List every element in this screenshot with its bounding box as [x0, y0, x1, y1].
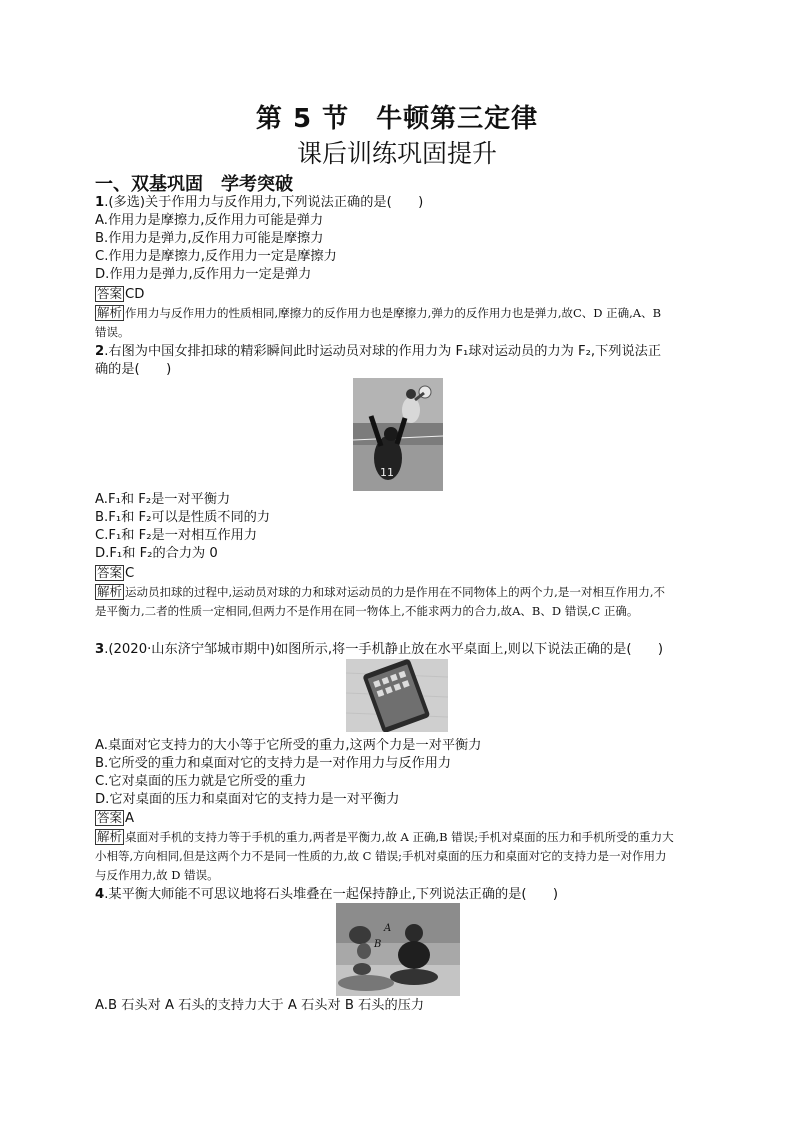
page-subtitle: 课后训练巩固提升 — [296, 139, 497, 168]
question-1-answer: 答案 CD — [97, 286, 145, 302]
question-1-analysis: 解析 作用力与反作用力的性质相同,摩擦力的反作用力也是摩擦力,弹力的反作用力也是弹力,故C、D 正确,A、B 错误。 — [95, 305, 662, 339]
question-3-option-d: D.它对桌面的压力和桌面对它的支持力是一对平衡力 — [95, 792, 400, 807]
question-2-analysis: 解析 运动员扣球的过程中,运动员对球的力和球对运动员的力是作用在不同物体上的两个力,是一对相互作用力,不是平衡力,二者的性质一定相同,但两力不是作用在同一物体上,不能求两力的合力,故A、B、D 错误,C 正确。 — [95, 584, 665, 618]
svg-text:11: 11 — [380, 466, 394, 479]
analysis-tag: 解析 — [97, 584, 123, 599]
question-4-option-a: A.B 石头对 A 石头的支持力大于 A 石头对 B 石头的压力 — [95, 998, 425, 1013]
question-2-stem-continued: 确的是( ) — [95, 362, 172, 377]
answer-tag: 答案 — [97, 286, 123, 301]
question-1-option-c: C.作用力是摩擦力,反作用力一定是摩擦力 — [95, 249, 337, 264]
question-3-option-a: A.桌面对它支持力的大小等于它所受的重力,这两个力是一对平衡力 — [95, 738, 482, 753]
question-4-stem: 4.某平衡大师能不可思议地将石头堆叠在一起保持静止,下列说法正确的是( ) — [95, 887, 559, 902]
question-3-option-c: C.它对桌面的压力就是它所受的重力 — [95, 774, 307, 789]
answer-tag: 答案 — [97, 565, 123, 580]
answer-tag: 答案 — [97, 810, 123, 825]
question-2-option-a: A.F₁和 F₂是一对平衡力 — [95, 492, 231, 507]
question-2-answer: 答案 C — [97, 565, 135, 581]
analysis-tag: 解析 — [97, 829, 123, 844]
question-2-option-c: C.F₁和 F₂是一对相互作用力 — [95, 528, 258, 543]
question-1-option-b: B.作用力是弹力,反作用力可能是摩擦力 — [95, 231, 324, 246]
stone-balancing-photo — [336, 903, 460, 996]
question-1-option-d: D.作用力是弹力,反作用力一定是弹力 — [95, 267, 312, 282]
question-3-analysis: 解析 桌面对手机的支持力等于手机的重力,两者是平衡力,故 A 正确,B 错误;手机对桌面的压力和手机所受的重力大小相等,方向相同,但是这两个力不是同一性质的力,故 C 错误;手机对桌面的压力和桌面对它的支持力是一对作用力与反作用力,故 D 错误。 — [95, 829, 674, 882]
phone-on-table-photo — [346, 659, 448, 732]
question-3-option-b: B.它所受的重力和桌面对它的支持力是一对作用力与反作用力 — [95, 756, 452, 771]
question-3-answer: 答案 A — [97, 810, 135, 826]
analysis-tag: 解析 — [97, 305, 123, 320]
volleyball-photo — [353, 378, 443, 491]
section-heading: 一、双基巩固 学考突破 — [95, 174, 293, 195]
question-1-stem: 1.(多选)关于作用力与反作用力,下列说法正确的是( ) — [95, 195, 424, 210]
question-3-stem: 3.(2020·山东济宁邹城市期中)如图所示,将一手机静止放在水平桌面上,则以下说法正确的是( ) — [95, 642, 664, 657]
question-1-option-a: A.作用力是摩擦力,反作用力可能是弹力 — [95, 213, 324, 228]
stone-label-b: B — [374, 939, 382, 950]
question-2-option-d: D.F₁和 F₂的合力为 0 — [95, 546, 218, 561]
page-title: 第 5 节 牛顿第三定律 — [255, 104, 539, 134]
question-2-option-b: B.F₁和 F₂可以是性质不同的力 — [95, 510, 271, 525]
question-2-stem: 2.右图为中国女排扣球的精彩瞬间此时运动员对球的作用力为 F₁球对运动员的力为 F₂,下列说法正 — [95, 344, 662, 359]
stone-label-a: A — [384, 923, 392, 934]
